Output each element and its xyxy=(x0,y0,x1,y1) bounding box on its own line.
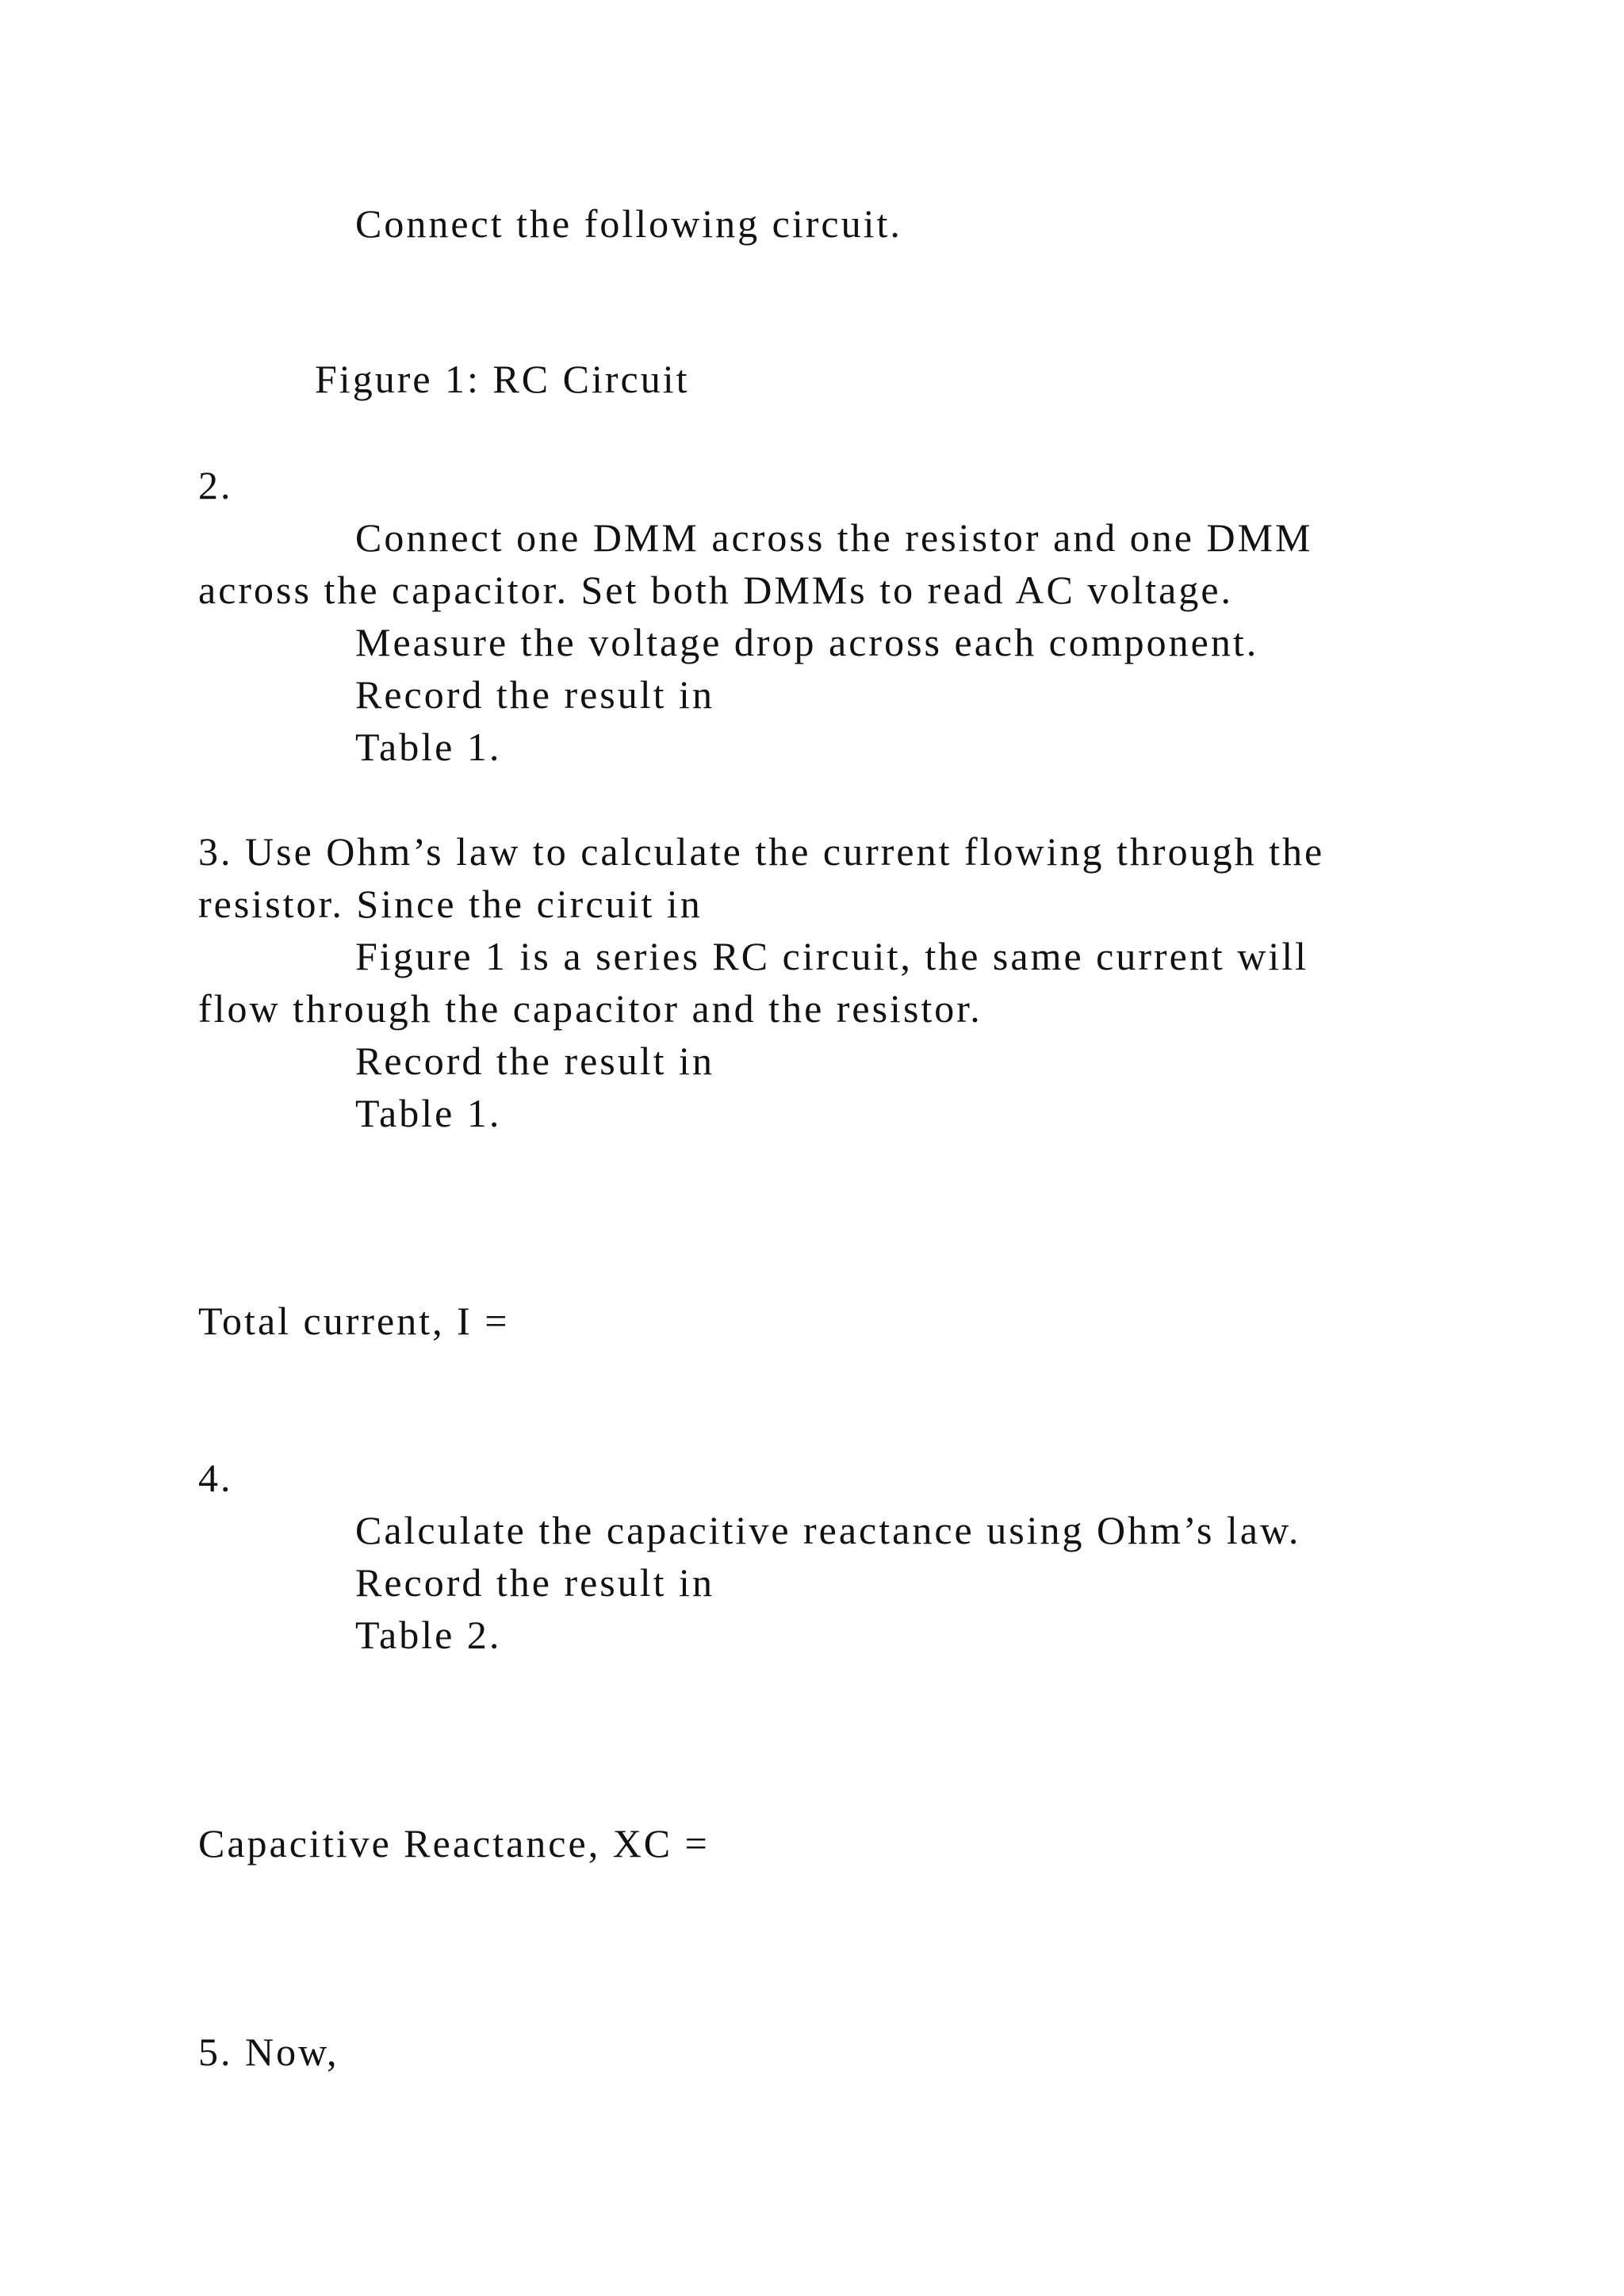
total-current-label: Total current, I = xyxy=(198,1299,510,1343)
step2-line1: Connect one DMM across the resistor and one DMM xyxy=(355,515,1313,560)
step3-line4: flow through the capacitor and the resistor. xyxy=(198,986,982,1031)
step4-line2: Record the result in xyxy=(355,1560,714,1605)
step2-line3: Measure the voltage drop across each component. xyxy=(355,620,1259,664)
figure-caption: Figure 1: RC Circuit xyxy=(315,357,690,401)
step5-text: 5. Now, xyxy=(198,2030,339,2074)
step2-line4: Record the result in xyxy=(355,672,714,717)
step2-line5: Table 1. xyxy=(355,725,502,769)
capacitive-reactance-label: Capacitive Reactance, XC = xyxy=(198,1821,710,1866)
step3-line6: Table 1. xyxy=(355,1091,502,1135)
step2-line2: across the capacitor. Set both DMMs to read AC voltage. xyxy=(198,568,1234,612)
step4-line3: Table 2. xyxy=(355,1613,502,1657)
step3-line1: 3. Use Ohm’s law to calculate the current flowing through the xyxy=(198,829,1325,874)
step3-line2: resistor. Since the circuit in xyxy=(198,882,703,926)
step3-line3: Figure 1 is a series RC circuit, the same current will xyxy=(355,934,1309,978)
step2-number: 2. xyxy=(198,463,233,507)
step1-text: Connect the following circuit. xyxy=(355,201,902,246)
step4-number: 4. xyxy=(198,1456,233,1500)
step3-line5: Record the result in xyxy=(355,1039,714,1083)
step4-line1: Calculate the capacitive reactance using Ohm’s law. xyxy=(355,1508,1301,1552)
